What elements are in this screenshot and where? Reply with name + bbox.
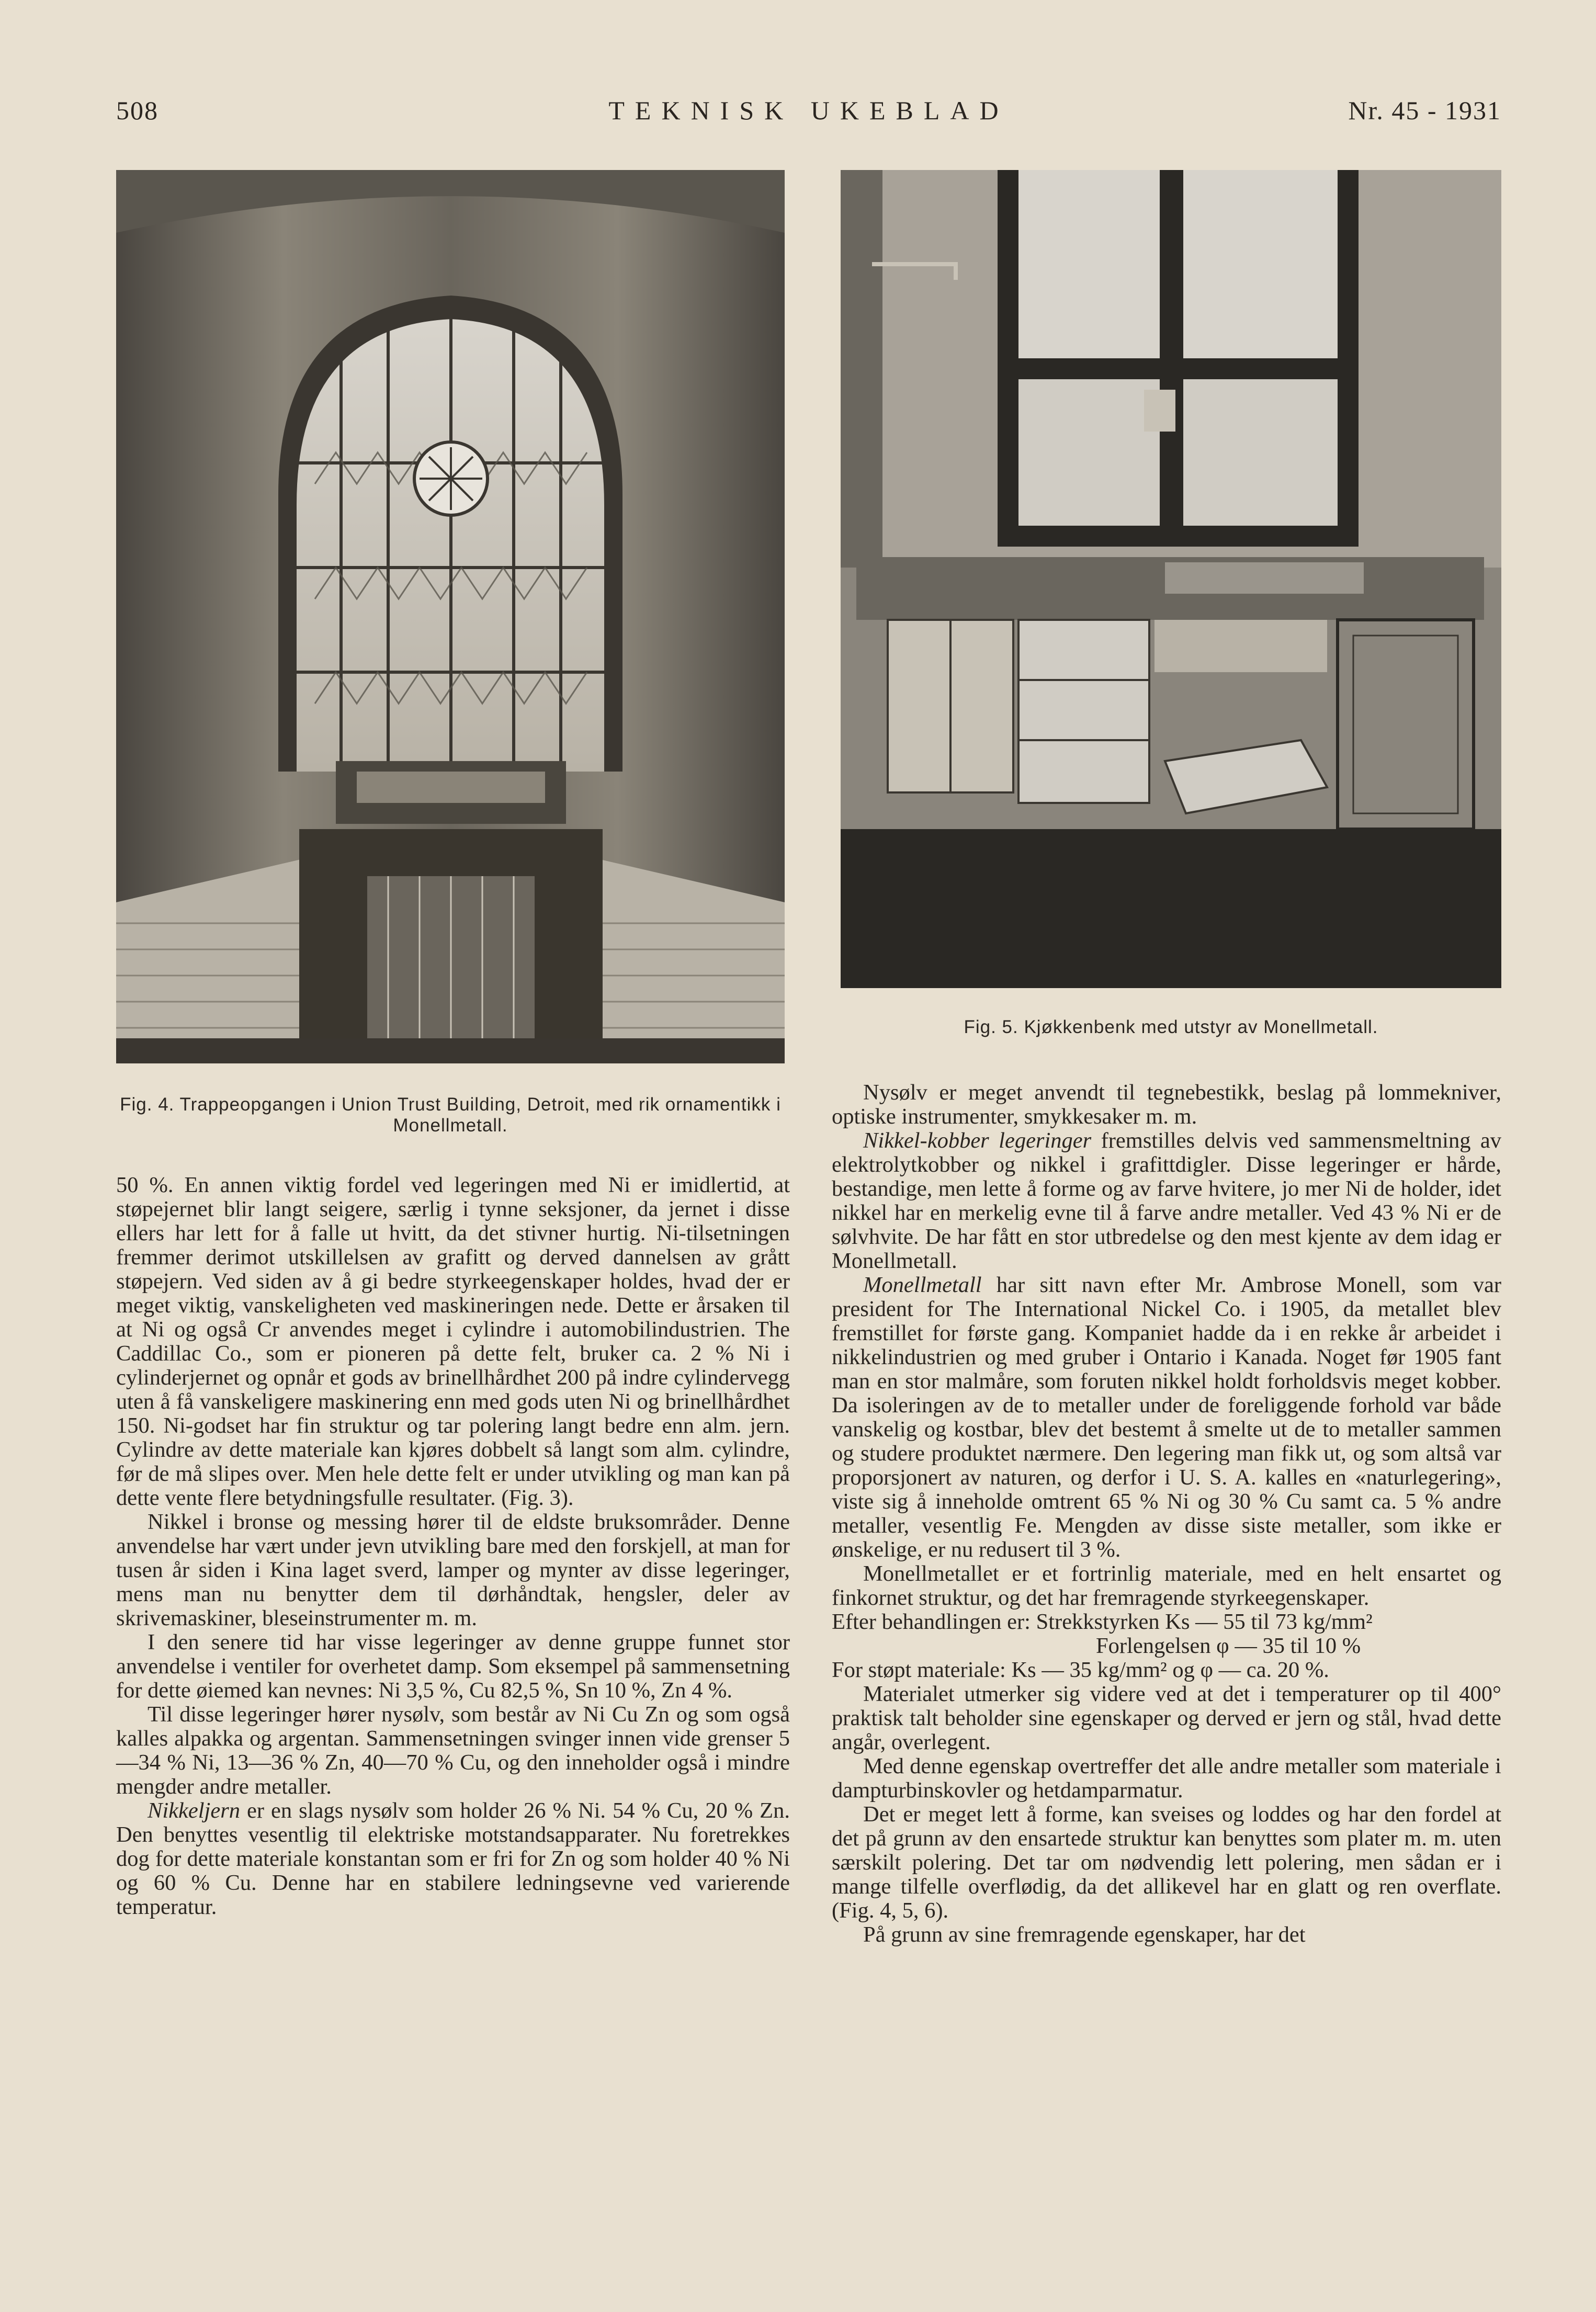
paragraph: I den senere tid har visse legeringer av denne gruppe funnet stor anvendelse i ventiler for overhetet damp. Som eksempel på sammensetning for dette øiemed kan nevnes: Ni 3,5 %, Cu 82,5 %, Sn 10 %, Zn 4 %.	[116, 1630, 790, 1703]
paragraph: Med denne egenskap overtreffer det alle andre metaller som materiale i dampturbinskovler og hetdamparmatur.	[832, 1754, 1501, 1803]
paragraph: På grunn av sine fremragende egenskaper, har det	[863, 1922, 1306, 1947]
paragraph-text: fremstilles delvis ved sammensmeltning av elektrolytkobber og nikkel i grafittdigler. Disse legeringer er hårde, bestandige, men lette å forme og av farve hvitere, jo mer Ni de holder, idet nikkel har en merkelig evne til å farve andre metaller. Ved 43 % Ni er de sølvhvite. De har fått en stor utbredelse og den mest kjente av dem idag er Monellmetall.	[832, 1128, 1501, 1273]
figure-4-caption: Fig. 4. Trappeopgangen i Union Trust Building, Detroit, med rik ornamentikk i Monellmetall.	[120, 1094, 781, 1136]
paragraph	[832, 1273, 1501, 1562]
paragraph	[832, 1129, 1501, 1273]
paragraph: Til disse legeringer hører nysølv, som består av Ni Cu Zn og som også kalles alpakka og argentan. Sammensetningen svinger innen vide grenser 5—34 % Ni, 13—36 % Zn, 40—70 % Cu, og den inneholder også i mindre mengder andre metaller.	[116, 1702, 790, 1799]
figure-5-photo	[841, 170, 1501, 988]
page-number: 508	[116, 96, 159, 125]
paragraph: Det er meget lett å forme, kan sveises og loddes og har den fordel at det på grunn av den ensartede struktur kan benyttes som plater m. m. uten særskilt polering. Det tar om nødvendig lett polering, men sådan er i mange tilfelle overflødig, da det allikevel har en glatt og ren overflate. (Fig. 4, 5, 6).	[832, 1802, 1501, 1923]
paragraph-text: er en slags nysølv som holder 26 % Ni. 54 % Cu, 20 % Zn. Den benyttes vesentlig til elektriske motstandsapparater. Nu foretrekkes dog for dette materiale konstantan som er fri for Zn og som holder 40 % Ni og 60 % Cu. Denne har en stabilere ledningsevne ved varierende temperatur.	[116, 1798, 790, 1919]
paragraph: 50 %. En annen viktig fordel ved legeringen med Ni er imidlertid, at støpejernet blir langt seigere, særlig i tynne seksjoner, da jernet i disse ellers har lett for å falle ut hvitt, da det stivner hurtig. Ni-tilsetningen fremmer derimot utskillelsen av grafitt og derved dannelsen av grått støpejern. Ved siden av å gi bedre styrkeegenskaper holdes, hvad der er meget viktig, vanskeligheten ved maskineringen nede. Dette er årsaken til at Ni og også Cr anvendes meget i cylindre i automobilindustrien. The Caddillac Co., som er pioneren på dette felt, bruker ca. 2 % Ni i cylinderjernet og opnår et gods av brinellhårdhet 200 på indre cylindervegg uten å få vanskeligere maskinering enn med gods uten Ni og brinellhårdhet 150. Ni-godset har fin struktur og tar polering langt bedre enn alm. jern. Cylindre av dette materiale kan kjøres dobbelt så langt som alm. cylindre, før de må slipes over. Men hele dette felt er under utvikling og man kan på dette vente flere betydningsfulle resultater. (Fig. 3).	[116, 1173, 790, 1510]
figure-5-caption: Fig. 5. Kjøkkenbenk med utstyr av Monellmetall.	[964, 1017, 1378, 1037]
right-column	[832, 1081, 1501, 1947]
italic-term: Monellmetall	[863, 1273, 982, 1297]
left-column	[116, 1173, 790, 1919]
paragraph	[116, 1799, 790, 1919]
spec-line: Forlengelsen φ — 35 til 10 %	[1096, 1634, 1361, 1658]
figure-4-photo	[116, 170, 785, 1063]
italic-term: Nikkel-kobber legeringer	[863, 1128, 1092, 1153]
paragraph: Nikkel i bronse og messing hører til de eldste bruksområder. Denne anvendelse har vært under jevn utvikling bare med den forskjell, at man for tusen år siden i Kina laget sverd, lamper og mynter av disse legeringer, mens man nu benytter dem til dørhåndtak, hengsler, deler av skrivemaskiner, bleseinstrumenter m. m.	[116, 1510, 790, 1630]
page-header	[116, 95, 1501, 137]
spec-line: Efter behandlingen er: Strekkstyrken Ks — 55 til 73 kg/mm²	[832, 1610, 1373, 1634]
spec-line: For støpt materiale: Ks — 35 kg/mm² og φ — ca. 20 %.	[832, 1658, 1329, 1682]
journal-title: TEKNISK UKEBLAD	[608, 96, 1009, 125]
paragraph: Nysølv er meget anvendt til tegnebestikk, beslag på lommekniver, optiske instrumenter, smykkesaker m. m.	[832, 1080, 1501, 1129]
paragraph: Monellmetallet er et fortrinlig materiale, med en helt ensartet og finkornet struktur, og det har fremragende styrkeegenskaper.	[832, 1561, 1501, 1610]
issue-number: Nr. 45 - 1931	[1348, 96, 1501, 125]
paragraph: Materialet utmerker sig videre ved at det i temperaturer op til 400° praktisk talt beholder sine egenskaper og derved er jern og stål, hvad dette angår, overlegent.	[832, 1682, 1501, 1754]
paragraph-text: har sitt navn efter Mr. Ambrose Monell, som var president for The International Nickel Co. i 1905, da metallet blev fremstillet for første gang. Kompaniet hadde da i en rekke år arbeidet i nikkelindustrien og med gruber i Ontario i Kanada. Noget før 1905 fant man en stor malmåre, som foruten nikkel holdt forholdsvis meget kobber. Da isoleringen av de to metaller under de foreliggende forhold var både vanskelig og kostbar, blev det bestemt å smelte ut de to metaller sammen og studere produktet nærmere. Den legering man fikk ut, og som altså var proporsjonert av naturen, og derfor i U. S. A. kalles en «naturlegering», viste sig å inneholde omtrent 65 % Ni og 30 % Cu samt ca. 5 % andre metaller, vesentlig Fe. Mengden av disse siste metaller, som ikke er ønskelige, er nu redusert til 3 %.	[832, 1273, 1501, 1562]
italic-term: Nikkeljern	[148, 1798, 241, 1823]
